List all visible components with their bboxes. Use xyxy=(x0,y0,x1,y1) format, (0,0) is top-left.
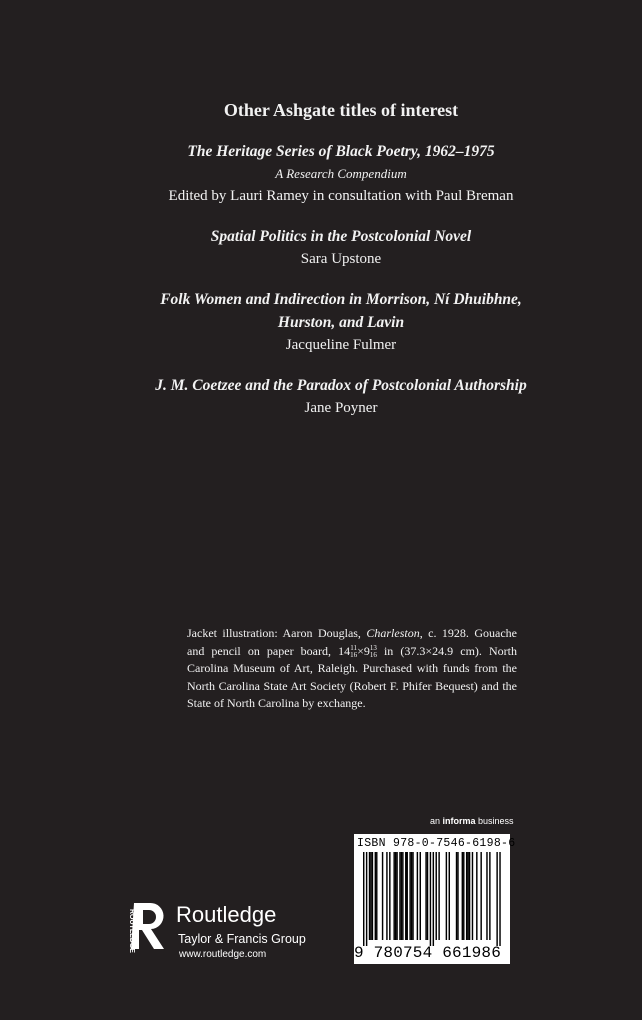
fraction-denominator: 16 xyxy=(369,650,377,659)
barcode-bar xyxy=(396,852,397,940)
routledge-r-icon xyxy=(122,900,172,954)
book-subtitle: A Research Compendium xyxy=(275,166,407,181)
barcode-bar xyxy=(409,852,410,940)
barcode-bar xyxy=(486,852,487,940)
artwork-title: Charleston xyxy=(366,626,420,640)
publisher-group: Taylor & Francis Group xyxy=(178,932,306,946)
list-item xyxy=(0,225,642,271)
routledge-vertical-text: ROUTLEDGE xyxy=(128,909,135,953)
isbn-barcode xyxy=(354,834,516,964)
barcode-bar xyxy=(395,852,396,940)
barcode-bar xyxy=(375,852,376,940)
barcode-bar xyxy=(376,852,377,940)
barcode-bar xyxy=(366,852,367,946)
barcode-bar xyxy=(480,852,481,940)
isbn-label: ISBN 978-0-7546-6198-6 xyxy=(357,837,516,850)
barcode-bar xyxy=(466,852,467,940)
barcode-bars xyxy=(356,852,508,946)
barcode-bar xyxy=(407,852,408,940)
book-title: The Heritage Series of Black Poetry, 1962–1975 xyxy=(187,143,495,160)
barcode-bar xyxy=(425,852,426,940)
barcode-bar xyxy=(469,852,470,940)
barcode-bar xyxy=(456,852,457,940)
book-author: Jacqueline Fulmer xyxy=(285,337,397,353)
barcode-bar xyxy=(427,852,428,940)
informa-prefix: an xyxy=(430,816,443,826)
barcode-bar xyxy=(446,852,447,940)
barcode-bar xyxy=(457,852,458,940)
times-sign: ×9 xyxy=(357,643,370,658)
credit-text: , c. 1928. Gouache and pencil on paper board, 14 xyxy=(187,626,517,658)
barcode-bar xyxy=(420,852,421,940)
barcode-bar xyxy=(462,852,463,940)
ean-digits: 9 780754 661986 xyxy=(354,944,502,962)
barcode-bar xyxy=(382,852,383,940)
barcode-bar xyxy=(386,852,387,940)
barcode-bar xyxy=(438,852,439,940)
publisher-url: www.routledge.com xyxy=(179,949,267,960)
barcode-bar xyxy=(405,852,406,940)
book-author: Jane Poyner xyxy=(304,400,378,416)
barcode-bar xyxy=(369,852,370,940)
fraction xyxy=(370,645,377,659)
jacket-illustration-credit xyxy=(187,625,517,713)
barcode-bar xyxy=(436,852,437,940)
barcode-bar xyxy=(417,852,418,940)
credit-text: in (37.3×24.9 cm). North Carolina Museum of Art, Raleigh. Purchased with funds from the North Carolina State Art Society (Robert F. Phifer Bequest) and the State of North Carolina by exchange. xyxy=(187,643,517,710)
barcode-bar xyxy=(430,852,431,946)
titles-list xyxy=(0,140,642,437)
barcode-bar xyxy=(363,852,364,946)
book-title: J. M. Coetzee and the Paradox of Postcolonial Authorship xyxy=(155,377,527,394)
book-title-line: Folk Women and Indirection in Morrison, Ní Dhuibhne, xyxy=(160,291,522,308)
book-author: Edited by Lauri Ramey in consultation with Paul Breman xyxy=(168,188,514,204)
barcode-bar xyxy=(449,852,450,940)
fraction-denominator: 16 xyxy=(350,650,358,659)
barcode-bar xyxy=(393,852,394,940)
barcode-bar xyxy=(401,852,402,940)
barcode-bar xyxy=(402,852,403,940)
barcode-bar xyxy=(370,852,371,940)
fraction-numerator: 13 xyxy=(369,643,377,652)
informa-suffix: business xyxy=(475,816,514,826)
barcode-bar xyxy=(489,852,490,940)
barcode-bar xyxy=(433,852,434,946)
barcode-bar xyxy=(476,852,477,940)
list-item xyxy=(0,374,642,420)
barcode-bar xyxy=(467,852,468,940)
barcode-bar xyxy=(411,852,412,940)
barcode-bar xyxy=(372,852,373,940)
barcode-bar xyxy=(399,852,400,940)
informa-brand: informa xyxy=(442,816,476,826)
barcode-bar xyxy=(389,852,390,940)
list-heading: Other Ashgate titles of interest xyxy=(223,100,459,120)
barcode-bar xyxy=(499,852,500,946)
barcode-bar xyxy=(472,852,473,940)
book-title: Spatial Politics in the Postcolonial Novel xyxy=(210,228,472,245)
book-title-line: Hurston, and Lavin xyxy=(277,314,405,331)
barcode-bar xyxy=(463,852,464,940)
list-item xyxy=(0,288,642,357)
credit-text: Jacket illustration: Aaron Douglas, xyxy=(187,626,367,640)
barcode-bar xyxy=(412,852,413,940)
informa-business-label xyxy=(430,816,514,826)
publisher-name: Routledge xyxy=(176,902,277,927)
book-author: Sara Upstone xyxy=(300,251,382,267)
fraction-numerator: 11 xyxy=(350,643,357,652)
barcode-bar xyxy=(496,852,497,946)
list-item xyxy=(0,140,642,208)
